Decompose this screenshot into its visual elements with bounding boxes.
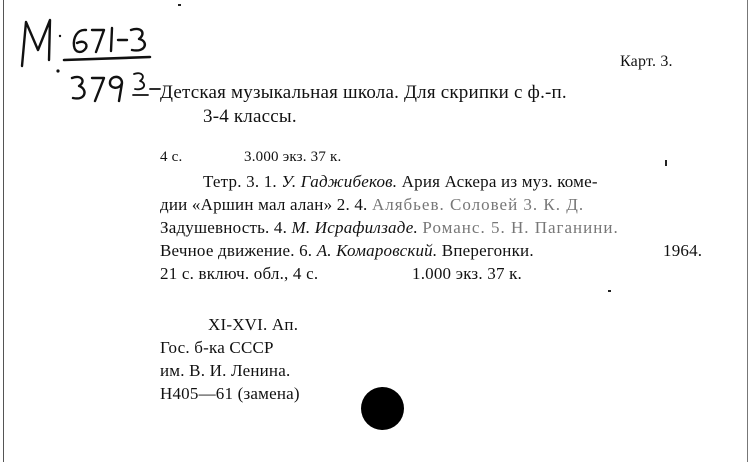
punch-hole xyxy=(361,387,404,430)
card-right-edge xyxy=(747,0,748,462)
speck xyxy=(608,290,611,292)
library-line-1: XI-XVI. Ап. xyxy=(208,315,299,334)
library-line-2: Гос. б-ка СССР xyxy=(160,338,274,357)
title-line-1: Детская музыкальная школа. Для скрипки с ф.-п. xyxy=(160,82,567,103)
contents-line-1: Тетр. 3. 1. У. Гаджибеков. Ария Аскера из муз. коме- xyxy=(203,172,598,191)
contents-line-3: Задушевность. 4. М. Исрафилзаде. Романс. 5. Н. Паганини. xyxy=(160,218,619,237)
speck xyxy=(665,160,667,166)
contents-line-5: 21 с. включ. обл., 4 с. xyxy=(160,264,319,283)
card-number: Карт. 3. xyxy=(620,53,673,70)
publication-year: 1964. xyxy=(663,241,703,260)
library-line-3: им. В. И. Ленина. xyxy=(160,361,291,380)
contents-line-4: Вечное движение. 6. А. Комаровский. Вперегонки. xyxy=(160,241,534,260)
imprint-copies-price: 3.000 экз. 37 к. xyxy=(244,149,342,165)
title-line-2: 3-4 классы. xyxy=(203,106,297,127)
contents-line-5-copies: 1.000 экз. 37 к. xyxy=(412,264,523,283)
speck xyxy=(178,4,181,6)
imprint-pages: 4 с. xyxy=(160,149,183,165)
contents-line-2: дии «Аршин мал алан» 2. 4. Алябьев. Соловей 3. К. Д. xyxy=(160,195,585,214)
library-line-4: Н405—61 (замена) xyxy=(160,384,300,403)
handwritten-shelfmark xyxy=(0,0,170,115)
